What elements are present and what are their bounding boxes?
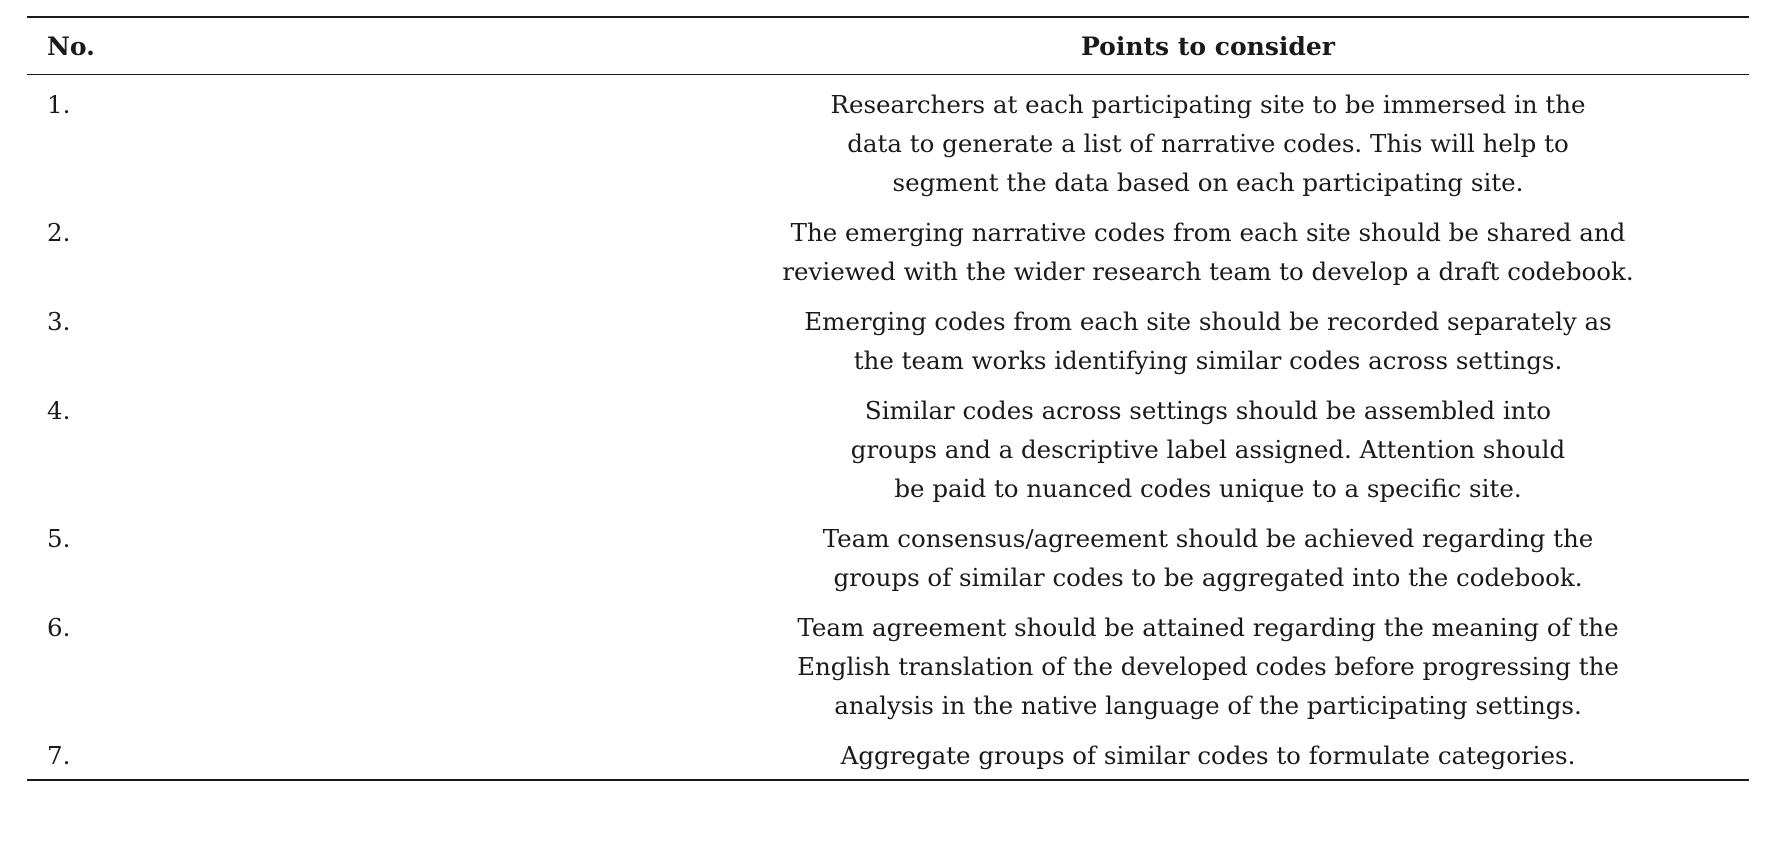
row-point bbox=[667, 75, 1749, 214]
row-number: 3. bbox=[47, 307, 71, 336]
points-table bbox=[27, 16, 1749, 781]
point-line: Similar codes across settings should be assembled into bbox=[864, 396, 1552, 425]
point-line: analysis in the native language of the participating settings. bbox=[834, 691, 1582, 720]
point-line: Researchers at each participating site to be immersed in the bbox=[830, 90, 1586, 119]
header-points: Points to consider bbox=[667, 17, 1749, 75]
table-header bbox=[27, 17, 1749, 75]
row-point bbox=[667, 213, 1749, 302]
point-line: Team consensus/agreement should be achieved regarding the bbox=[822, 524, 1594, 553]
table-row bbox=[27, 736, 1749, 780]
row-point bbox=[667, 519, 1749, 608]
row-number: 7. bbox=[27, 736, 667, 780]
row-point bbox=[667, 302, 1749, 391]
row-number: 5. bbox=[47, 524, 71, 553]
table-row bbox=[27, 608, 1749, 736]
point-line: segment the data based on each participating site. bbox=[892, 168, 1524, 197]
header-row bbox=[27, 17, 1749, 75]
table-row bbox=[27, 519, 1749, 608]
row-number: 6. bbox=[47, 613, 71, 642]
point-line: groups of similar codes to be aggregated into the codebook. bbox=[833, 563, 1583, 592]
point-line: reviewed with the wider research team to develop a draft codebook. bbox=[782, 257, 1634, 286]
point-line: Emerging codes from each site should be recorded separately as bbox=[804, 307, 1612, 336]
table-row bbox=[27, 75, 1749, 214]
table-body bbox=[27, 75, 1749, 781]
row-number: 1. bbox=[47, 90, 71, 119]
row-point bbox=[667, 391, 1749, 519]
row-point bbox=[667, 736, 1749, 780]
point-line: be paid to nuanced codes unique to a specific site. bbox=[894, 474, 1522, 503]
table-row bbox=[27, 302, 1749, 391]
point-line: groups and a descriptive label assigned. Attention should bbox=[850, 435, 1566, 464]
row-point bbox=[667, 608, 1749, 736]
points-table-container bbox=[27, 16, 1749, 781]
point-line: data to generate a list of narrative codes. This will help to bbox=[847, 129, 1569, 158]
point-line: Team agreement should be attained regarding the meaning of the bbox=[797, 613, 1619, 642]
row-number: 2. bbox=[47, 218, 71, 247]
table-row bbox=[27, 213, 1749, 302]
point-line: English translation of the developed codes before progressing the bbox=[797, 652, 1619, 681]
point-line: Aggregate groups of similar codes to formulate categories. bbox=[840, 741, 1576, 770]
row-number: 4. bbox=[47, 396, 71, 425]
header-no: No. bbox=[27, 17, 667, 75]
point-line: the team works identifying similar codes across settings. bbox=[853, 346, 1563, 375]
point-line: The emerging narrative codes from each site should be shared and bbox=[790, 218, 1626, 247]
table-row bbox=[27, 391, 1749, 519]
